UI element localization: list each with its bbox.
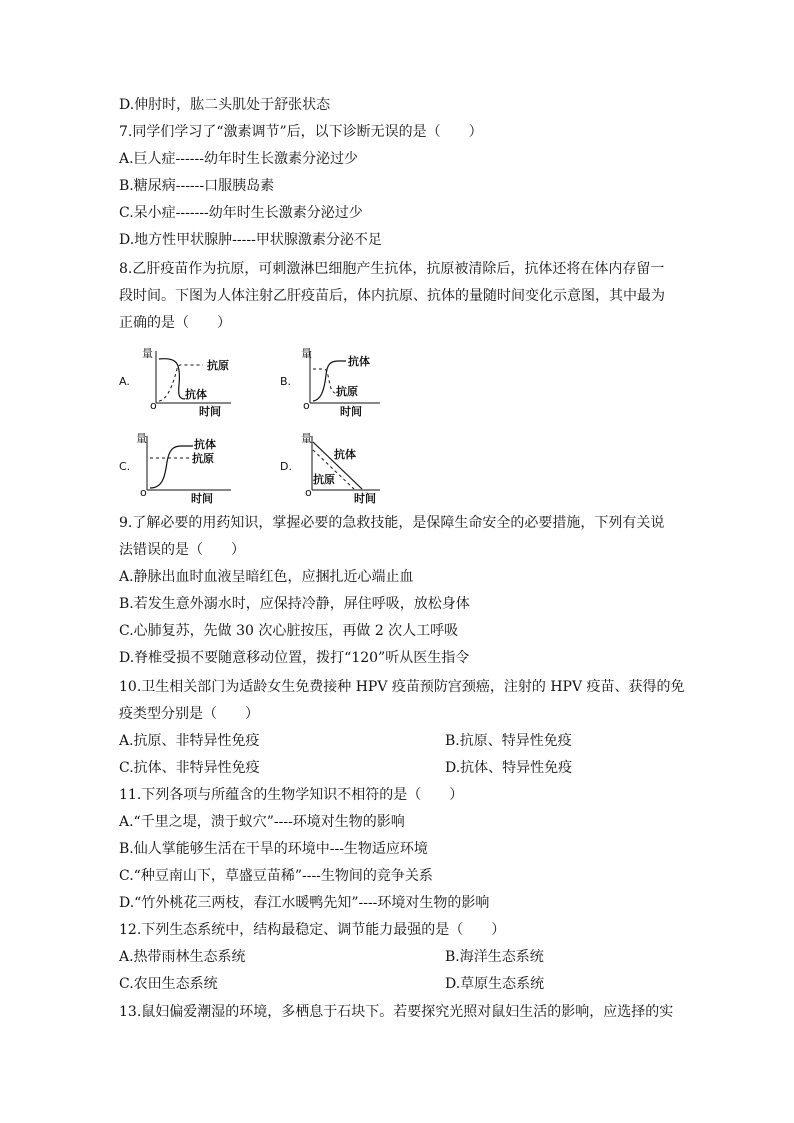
q11-option-d: D.“竹外桃花三两枝，春江水暖鸭先知”----环境对生物的影响	[119, 895, 490, 911]
q12-option-c: C.农田生态系统	[119, 976, 218, 992]
q7-option-c: C.呆小症-------幼年时生长激素分泌过少	[119, 205, 363, 221]
option-b-antigen-label: 抗原	[336, 385, 358, 398]
q12-stem: 12.下列生态系统中，结构最稳定、调节能力最强的是（ ）	[119, 922, 506, 938]
q9-stem-2: 法错误的是（ ）	[119, 542, 245, 558]
option-d-y-label: 量	[301, 432, 312, 445]
option-a-x-label: 时间	[199, 405, 221, 418]
option-d-x-label: 时间	[354, 492, 376, 505]
graph-option-b	[280, 345, 410, 420]
q10-stem-2: 疫类型分别是（ ）	[119, 706, 259, 722]
q11-option-c: C.“种豆南山下，草盛豆苗稀”----生物间的竞争关系	[119, 868, 433, 884]
option-d-origin: o	[305, 486, 312, 499]
option-a-origin: o	[150, 399, 157, 412]
q11-option-b: B.仙人掌能够生活在干旱的环境中---生物适应环境	[119, 841, 428, 857]
graph-option-a	[119, 345, 249, 420]
q12-option-d: D.草原生态系统	[445, 976, 545, 992]
option-a-y-label: 量	[142, 347, 153, 360]
q12-option-a: A.热带雨林生态系统	[119, 949, 246, 965]
option-c-origin: o	[140, 486, 147, 499]
q8-stem-3: 正确的是（ ）	[119, 315, 231, 331]
option-a-antigen-label: 抗原	[207, 359, 229, 372]
q8-stem-1: 8.乙肝疫苗作为抗原，可刺激淋巴细胞产生抗体，抗原被清除后，抗体还将在体内存留一	[119, 261, 665, 277]
q10-option-b: B.抗原、特异性免疫	[445, 733, 572, 749]
option-c-antigen-label: 抗原	[192, 452, 214, 465]
option-c-x-label: 时间	[191, 492, 213, 505]
q9-option-d: D.脊椎受损不要随意移动位置，拨打“120”听从医生指令	[119, 650, 470, 666]
q10-option-a: A.抗原、非特异性免疫	[119, 733, 260, 749]
q7-option-a: A.巨人症------幼年时生长激素分泌过少	[119, 151, 358, 167]
q13-stem: 13.鼠妇偏爱潮湿的环境，多栖息于石块下。若要探究光照对鼠妇生活的影响，应选择的实	[119, 1004, 674, 1020]
option-a-letter: A.	[119, 375, 130, 388]
option-b-antibody-label: 抗体	[348, 355, 370, 368]
graph-option-d	[280, 430, 410, 505]
option-d-letter: D.	[280, 460, 292, 473]
q7-stem: 7.同学们学习了“激素调节”后，以下诊断无误的是（ ）	[119, 124, 483, 140]
option-a-antibody-label: 抗体	[185, 388, 207, 401]
option-c-y-label: 量	[136, 432, 147, 445]
option-c-letter: C.	[119, 460, 131, 473]
option-b-origin: o	[303, 399, 310, 412]
option-c-antibody-label: 抗体	[194, 438, 216, 451]
q8-stem-2: 段时间。下图为人体注射乙肝疫苗后，体内抗原、抗体的量随时间变化示意图，其中最为	[119, 288, 665, 304]
q6-option-d: D.伸肘时，肱二头肌处于舒张状态	[119, 97, 331, 113]
option-d-antibody-label: 抗体	[334, 448, 356, 461]
q10-stem-1: 10.卫生相关部门为适龄女生免费接种 HPV 疫苗预防宫颈癌，注射的 HPV 疫苗、获得的免	[119, 679, 685, 695]
q9-option-b: B.若发生意外溺水时，应保持冷静，屏住呼吸，放松身体	[119, 596, 470, 612]
q12-option-b: B.海洋生态系统	[445, 949, 544, 965]
q9-stem-1: 9.了解必要的用药知识，掌握必要的急救技能，是保障生命安全的必要措施，下列有关说	[119, 515, 665, 531]
option-c-antibody-curve	[150, 446, 193, 488]
q7-option-b: B.糖尿病------口服胰岛素	[119, 178, 275, 194]
option-b-y-label: 量	[301, 347, 312, 360]
q10-option-d: D.抗体、特异性免疫	[445, 760, 573, 776]
option-b-x-label: 时间	[340, 405, 362, 418]
q9-option-c: C.心肺复苏，先做 30 次心脏按压，再做 2 次人工呼吸	[119, 623, 459, 639]
q11-option-a: A.“千里之堤，溃于蚁穴”----环境对生物的影响	[119, 814, 405, 830]
option-b-letter: B.	[280, 375, 292, 388]
q11-stem: 11.下列各项与所蕴含的生物学知识不相符的是（ ）	[119, 787, 464, 803]
q7-option-d: D.地方性甲状腺肿-----甲状腺激素分泌不足	[119, 232, 382, 248]
q9-option-a: A.静脉出血时血液呈暗红色，应捆扎近心端止血	[119, 569, 414, 585]
q10-option-c: C.抗体、非特异性免疫	[119, 760, 260, 776]
graph-option-c	[119, 430, 249, 505]
option-d-antigen-label: 抗原	[313, 473, 335, 486]
